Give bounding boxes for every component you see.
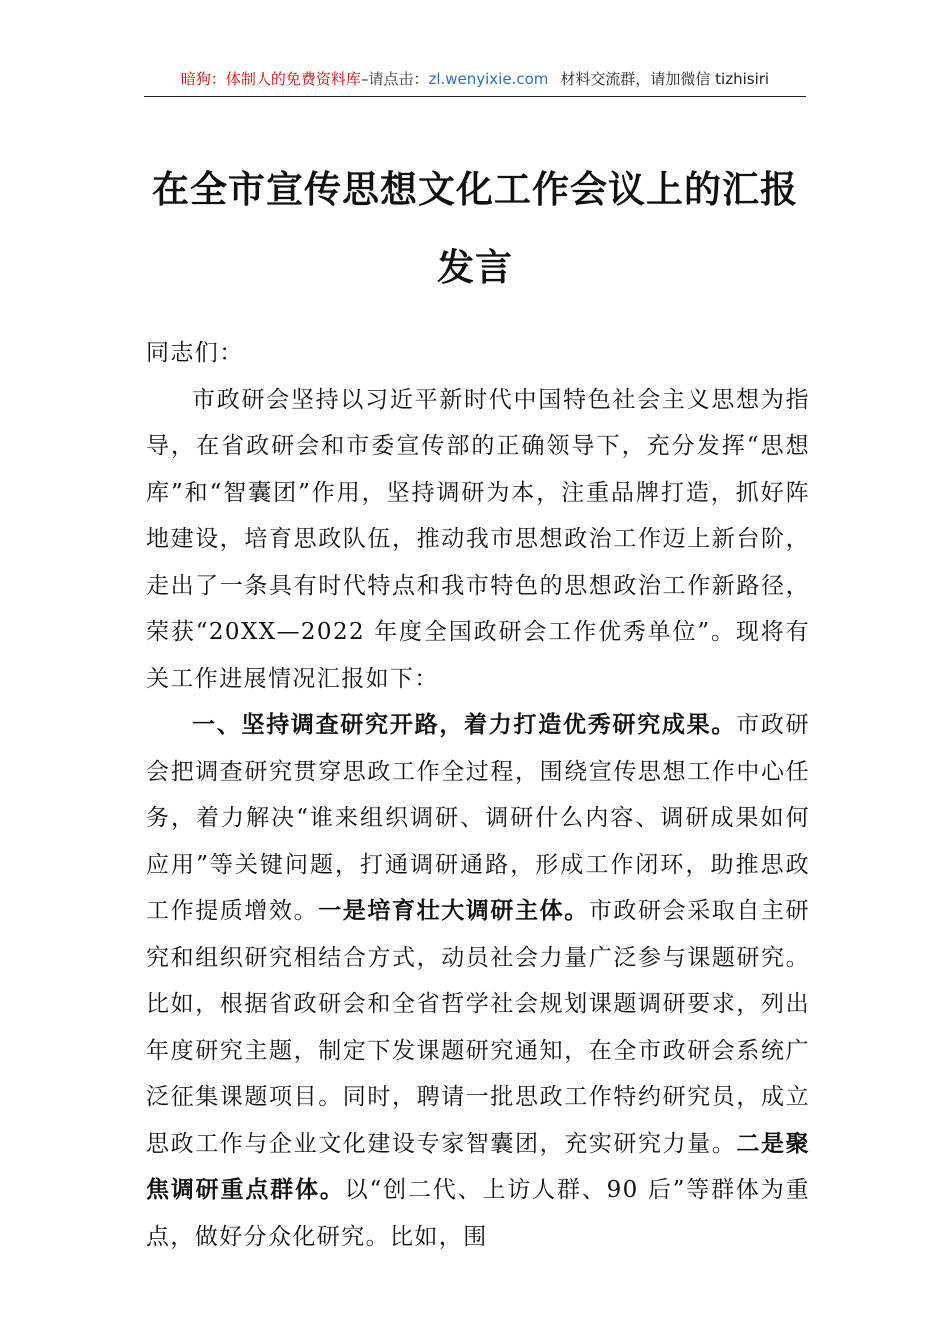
header-click-prefix: –请点击：: [360, 70, 429, 88]
document-title: 在全市宣传思想文化工作会议上的汇报发言: [152, 167, 798, 289]
document-body: [146, 330, 810, 1260]
section-1-paragraph: [146, 702, 810, 1260]
point-2-heading: 二是聚焦调研重点群体。: [146, 1129, 810, 1203]
watermark-header: [144, 64, 806, 97]
header-note: 材料交流群，请加微信 tizhisiri: [560, 70, 770, 88]
header-url-link[interactable]: zl.wenyixie.com: [428, 70, 549, 88]
salutation: 同志们：: [146, 340, 244, 366]
intro-paragraph: 市政研会坚持以习近平新时代中国特色社会主义思想为指导，在省政研会和市委宣传部的正确领导下，充分发挥“思想库”和“智囊团”作用，坚持调研为本，注重品牌打造，抓好阵地建设，培育思政队伍，推动我市思想政治工作迈上新台阶，走出了一条具有时代特点和我市特色的思想政治工作新路径，荣获“20XX—2022 年度全国政研会工作优秀单位”。现将有关工作进展情况汇报如下：: [146, 386, 810, 692]
section-1-heading: 一、坚持调查研究开路，着力打造优秀研究成果。: [192, 711, 737, 738]
point-2-text: 以“创二代、上访人群、90 后”等群体为重点，做好分众化研究。比如，围: [146, 1177, 811, 1250]
point-1-text: 市政研会采取自主研究和组织研究相结合方式，动员社会力量广泛参与课题研究。比如，根据省政研会和全省哲学社会规划课题调研要求，列出年度研究主题，制定下发课题研究通知，在全市政研会系统广泛征集课题项目。同时，聘请一批思政工作特约研究员，成立思政工作与企业文化建设专家智囊团，充实研究力量。: [146, 898, 810, 1157]
section-1-text: 市政研会把调查研究贯穿思政工作全过程，围绕宣传思想工作中心任务，着力解决“谁来组织调研、调研什么内容、调研成果如何应用”等关键问题，打通调研通路，形成工作闭环，助推思政工作提质增效。: [146, 712, 810, 924]
header-brand: 暗狗：体制人的免费资料库: [180, 70, 361, 88]
point-1-heading: 一是培育壮大调研主体。: [318, 897, 589, 924]
